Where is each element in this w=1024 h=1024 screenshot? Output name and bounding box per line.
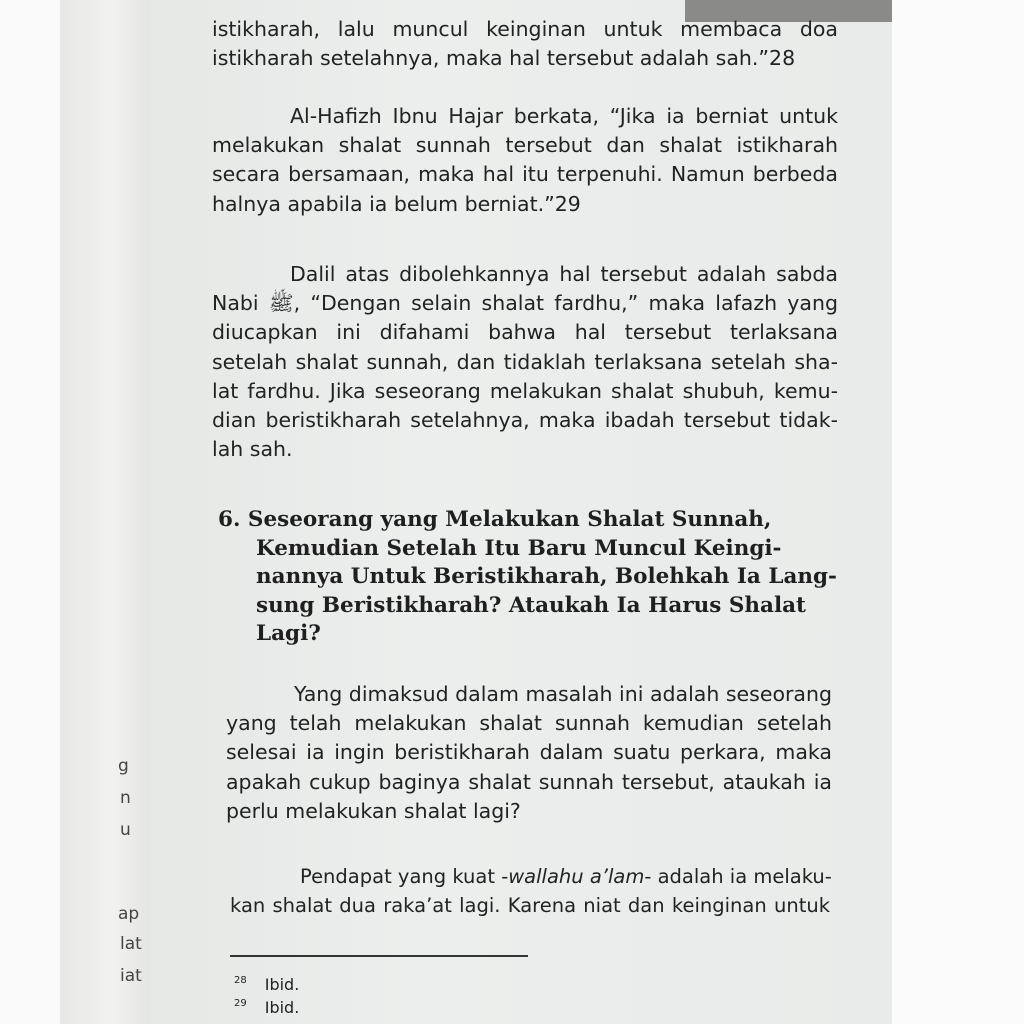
text-run: Pendapat yang kuat - (300, 865, 509, 888)
paragraph-5 (230, 862, 830, 920)
text-line (230, 862, 830, 891)
background-right (892, 0, 1024, 1024)
text-line: selesai ia ingin beristikharah dalam suatu perkara, maka (226, 740, 832, 765)
heading-line: sung Beristikharah? Ataukah Ia Harus Shalat (256, 592, 806, 618)
text-line: istikharah setelahnya, maka hal tersebut adalah sah.”28 (212, 46, 796, 71)
heading-line: Lagi? (256, 621, 321, 646)
footnote-number: 29 (234, 998, 247, 1009)
heading-line: 6. Seseorang yang Melakukan Shalat Sunnah, (218, 507, 772, 532)
text-line: melakukan shalat sunnah tersebut dan shalat istikharah (212, 133, 838, 158)
text-line: kan shalat dua raka’at lagi. Karena niat dan keinginan untuk (230, 894, 830, 918)
text-line: lat fardhu. Jika seseorang melakukan shalat shubuh, kemu- (212, 378, 838, 403)
edge-fragment: g (118, 756, 129, 776)
text-line: secara bersamaan, maka hal itu terpenuhi. Namun berbeda (212, 162, 838, 187)
text-line: istikharah, lalu muncul keinginan untuk membaca doa (212, 17, 838, 41)
footnote-divider (230, 955, 528, 957)
footnote-text: Ibid. (264, 998, 300, 1017)
edge-fragment: iat (120, 966, 142, 986)
footnote-28 (234, 975, 299, 994)
edge-fragment: ap (118, 904, 140, 924)
footnote-29 (234, 998, 299, 1017)
text-line: dian beristikharah setelahnya, maka ibadah tersebut tidak- (212, 408, 838, 433)
italic-phrase: wallahu a’lam (508, 865, 645, 888)
footnote-text: Ibid. (264, 975, 300, 994)
heading-line: nannya Untuk Beristikharah, Bolehkah Ia Lang- (256, 564, 837, 589)
text-line: halnya apabila ia belum berniat.”29 (212, 191, 581, 216)
edge-fragment: lat (120, 934, 142, 954)
section-heading (218, 506, 840, 649)
text-line: Dalil atas dibolehkannya hal tersebut adalah sabda (290, 262, 838, 286)
heading-line: Kemudian Setelah Itu Baru Muncul Keingi- (256, 535, 782, 561)
footnote-number: 28 (234, 975, 247, 986)
edge-fragment: n (120, 788, 131, 808)
text-line: diucapkan ini difahami bahwa hal tersebut terlaksana (212, 320, 838, 345)
text-line: perlu melakukan shalat lagi? (226, 798, 521, 823)
text-line: Al-Hafizh Ibnu Hajar berkata, “Jika ia berniat untuk (290, 104, 838, 128)
text-run: - adalah ia melaku- (644, 865, 832, 888)
text-line: Yang dimaksud dalam masalah ini adalah seseorang (294, 682, 832, 706)
paragraph-2 (212, 102, 838, 219)
paragraph-1 (212, 15, 838, 73)
edge-fragment: u (120, 820, 131, 840)
facing-page-edge (60, 0, 151, 1024)
book-page (150, 0, 892, 1024)
text-line: Nabi ﷺ, “Dengan selain shalat fardhu,” maka lafazh yang (212, 291, 839, 316)
paragraph-3 (212, 260, 838, 464)
paragraph-4 (226, 680, 832, 826)
text-line: setelah shalat sunnah, dan tidaklah terlaksana setelah sha- (212, 349, 838, 374)
text-line: lah sah. (212, 437, 293, 462)
text-line: apakah cukup baginya shalat sunnah tersebut, ataukah ia (226, 769, 832, 794)
text-line: yang telah melakukan shalat sunnah kemudian setelah (226, 711, 832, 736)
